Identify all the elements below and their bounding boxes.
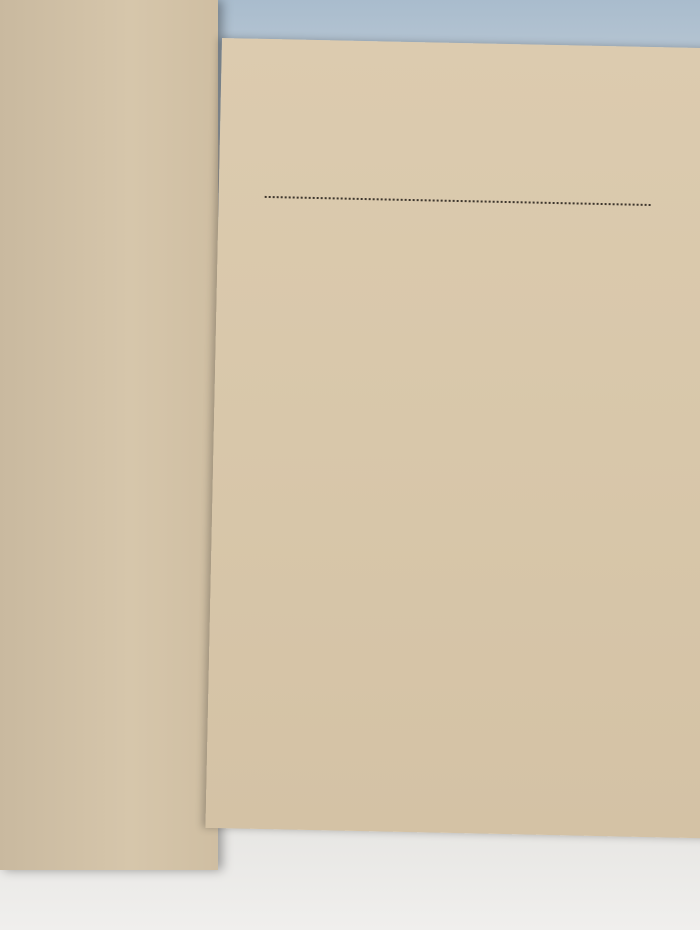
leader-dots (265, 196, 651, 206)
review-intro-row (261, 185, 673, 210)
right-page (205, 38, 700, 839)
left-page (0, 0, 218, 870)
